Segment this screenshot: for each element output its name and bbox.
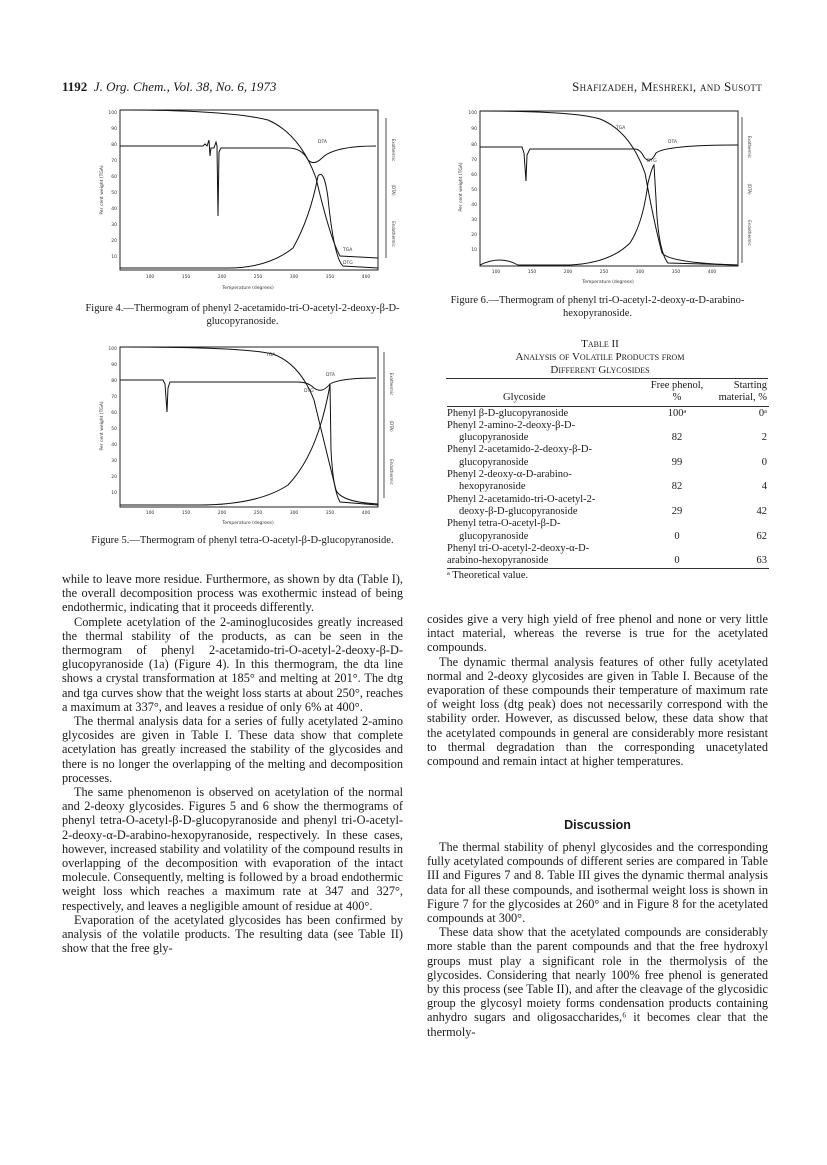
svg-text:250: 250 (599, 270, 609, 275)
paragraph: The thermal analysis data for a series of fully acetylated 2-amino glycosides are given in Table I. These data show that complete acetylation has greatly increased the stability of the glycosides and there is no longer the overlapping of the melting and decomposition processes. (62, 714, 403, 785)
dta-curve (120, 378, 376, 412)
svg-text:50: 50 (471, 188, 477, 193)
x-axis-label: Temperature (degrees) (222, 521, 274, 526)
y-tick-labels (108, 110, 117, 260)
svg-text:100: 100 (468, 111, 477, 116)
table-2-title (430, 338, 770, 377)
discussion-text (427, 840, 768, 1039)
svg-text:70: 70 (111, 395, 117, 400)
svg-text:30: 30 (471, 218, 477, 223)
figure-6-plot (440, 103, 770, 293)
paragraph: The dynamic thermal analysis features of other fully acetylated normal and 2-deoxy glycosides are given in Table I. Because of the evaporation of these compounds their temperature of maximum rate of weight loss (dtg peak) does not necessarily correspond with the stability order. However, as discussed below, these data show that the acetylated compounds in general are considerably more resistant to thermal degradation than the corresponding unacetylated compound and remain intact at higher temperatures. (427, 654, 768, 769)
svg-text:100: 100 (145, 511, 155, 516)
svg-text:250: 250 (253, 275, 263, 280)
y-tick-labels (108, 346, 117, 496)
dta-label: DTA (318, 140, 327, 145)
table-2-caption-line2: Different Glycosides (550, 364, 650, 376)
svg-text:350: 350 (671, 270, 681, 275)
right-scale (742, 117, 752, 263)
x-tick-labels (146, 274, 371, 280)
figure-4-caption: Figure 4.—Thermogram of phenyl 2-acetamido-tri-O-acetyl-2-deoxy-β-D-glucopyranoside. (85, 303, 400, 327)
figure-4-thermogram (78, 108, 408, 298)
svg-text:Exothermic: Exothermic (389, 372, 394, 396)
figure-5-caption: Figure 5.—Thermogram of phenyl tetra-O-acetyl-β-D-glucopyranoside. (91, 535, 394, 546)
dta-curve (120, 140, 376, 216)
table-row-cont: arabino-hexopyranoside 0 63 (447, 555, 767, 567)
table-row-cont: deoxy-β-D-glucopyranoside 29 42 (459, 505, 767, 517)
tga-label: TGA (343, 248, 353, 253)
svg-text:80: 80 (111, 379, 117, 384)
paragraph: Evaporation of the acetylated glycosides has been confirmed by analysis of the volatile products. The resulting data (see Table II) show that the free gly- (62, 912, 403, 956)
author-names: Shafizadeh, Meshreki, and Susott (572, 79, 762, 94)
svg-text:100: 100 (108, 347, 117, 352)
table-row: Phenyl tetra-O-acetyl-β-D- (447, 518, 561, 530)
svg-text:40: 40 (111, 207, 117, 212)
tga-label: TGA (266, 353, 276, 358)
table-row-cont: glucopyranoside 0 62 (459, 530, 767, 542)
svg-text:(DTA): (DTA) (389, 420, 394, 432)
svg-text:300: 300 (635, 270, 645, 275)
table-2-bottom-rule (447, 568, 769, 569)
dtg-curve (120, 384, 378, 505)
paragraph: while to leave more residue. Furthermore, as shown by dta (Table I), the overall decomposition process was exothermic instead of being endothermic, indicating that it proceeds differently. (62, 572, 403, 615)
svg-text:90: 90 (111, 363, 117, 368)
paragraph: cosides give a very high yield of free phenol and none or very little intact material, whereas the reverse is true for the acetylated compounds. (427, 612, 768, 655)
svg-text:40: 40 (471, 203, 477, 208)
svg-text:Endothermic: Endothermic (391, 221, 396, 247)
dta-curve (480, 145, 738, 181)
y-tick-labels (468, 110, 477, 253)
svg-text:30: 30 (111, 459, 117, 464)
right-scale (386, 118, 396, 258)
dtg-curve (480, 165, 738, 265)
table-row-cont: glucopyranoside 82 2 (459, 432, 767, 444)
svg-text:150: 150 (527, 270, 537, 275)
y-axis-label: Per cent weight (TGA) (459, 162, 464, 212)
svg-text:90: 90 (471, 127, 477, 132)
svg-text:300: 300 (289, 275, 299, 280)
table-footnote: ᵃ Theoretical value. (447, 570, 529, 582)
paragraph: Complete acetylation of the 2-aminoglucosides greatly increased the thermal stability of the products, as can be seen in the thermogram of phenyl 2-acetamido-tri-O-acetyl-2-deoxy-β-D-glucopyranoside (1a) (Figure 4). In this thermogram, the dta line shows a crystal transformation at 185° and melting at 201°. The dtg and tga curves show that the weight loss starts at about 250°, reaches a maximum at 337°, and leaves a residue of only 6% at 400°. (62, 614, 403, 714)
svg-text:100: 100 (145, 275, 155, 280)
svg-text:400: 400 (361, 275, 371, 280)
discussion-heading: Discussion (564, 818, 631, 832)
tga-curve (120, 110, 378, 258)
table-row: Phenyl 2-deoxy-α-D-arabino- (447, 469, 572, 481)
svg-text:20: 20 (111, 239, 117, 244)
table-row: Phenyl β-D-glucopyranoside 100ᵃ 0ᵃ (447, 407, 767, 419)
left-column-text (62, 572, 403, 955)
table-header-row-1: Free phenol, Starting (650, 380, 767, 391)
x-axis-label: Temperature (degrees) (582, 280, 634, 285)
table-2-header-rule (447, 406, 769, 407)
svg-text:90: 90 (111, 127, 117, 132)
svg-text:(DTA): (DTA) (391, 184, 396, 196)
svg-text:80: 80 (471, 143, 477, 148)
dtg-label: DTG (647, 159, 657, 164)
svg-text:100: 100 (491, 270, 501, 275)
svg-text:350: 350 (325, 275, 335, 280)
svg-text:50: 50 (111, 427, 117, 432)
svg-text:Exothermic: Exothermic (391, 138, 396, 162)
right-column-text (427, 612, 768, 768)
svg-text:150: 150 (181, 275, 191, 280)
paragraph: The same phenomenon is observed on acetylation of the normal and 2-deoxy glycosides. Figures 5 and 6 show the thermograms of phenyl tetra-O-acetyl-β-D-glucopyranoside and phenyl tri-O-acetyl-2-deoxy-α-D-arabino-hexopyranoside, respectively. In these cases, however, increased stability and volatility of the compound results in overlapping of the decomposition with evaporation of the intact molecule. Consequently, melting is followed by a broad endothermic weight loss which reaches a maximum rate at 347 and 327°, respectively, and leaves a negligible amount of residue at 400°. (62, 785, 403, 913)
journal-citation: 1192 J. Org. Chem., Vol. 38, No. 6, 1973 (62, 79, 277, 94)
paragraph: These data show that the acetylated compounds are considerably more stable than the parent compounds and that the free hydroxyl groups must play a significant role in the thermolysis of the glycosides. Considering that nearly 100% free phenol is generated by this process (see Table II), and after the cleavage of the glycosidic group the glycosyl moiety forms condensation products containing anhydro sugars and oligosaccharides,⁶ it becomes clear that the thermoly- (427, 925, 768, 1039)
table-2 (447, 380, 769, 583)
svg-text:(DTA): (DTA) (747, 183, 752, 195)
svg-text:60: 60 (471, 173, 477, 178)
table-2-caption-line1: Analysis of Volatile Products from (515, 351, 685, 363)
svg-text:60: 60 (111, 175, 117, 180)
right-scale (384, 352, 394, 498)
figure-5-thermogram (78, 340, 408, 530)
dta-label: DTA (668, 140, 677, 145)
x-tick-labels (492, 269, 717, 275)
dtg-label: DTG (343, 261, 353, 266)
svg-text:10: 10 (111, 491, 117, 496)
svg-text:200: 200 (217, 275, 227, 280)
svg-text:Endothermic: Endothermic (389, 459, 394, 485)
svg-text:70: 70 (471, 158, 477, 163)
tga-curve (480, 111, 738, 265)
tga-label: TGA (616, 126, 626, 131)
svg-text:60: 60 (111, 411, 117, 416)
svg-text:80: 80 (111, 143, 117, 148)
svg-text:70: 70 (111, 159, 117, 164)
table-row-cont: hexopyranoside 82 4 (459, 481, 767, 493)
svg-text:300: 300 (289, 511, 299, 516)
svg-text:50: 50 (111, 191, 117, 196)
svg-text:400: 400 (707, 270, 717, 275)
svg-text:200: 200 (217, 511, 227, 516)
table-2-top-rule (446, 378, 768, 379)
table-row: Phenyl 2-amino-2-deoxy-β-D- (447, 419, 576, 431)
svg-text:10: 10 (111, 255, 117, 260)
table-row: Phenyl tri-O-acetyl-2-deoxy-α-D- (447, 542, 590, 554)
svg-text:200: 200 (563, 270, 573, 275)
svg-text:350: 350 (325, 511, 335, 516)
y-axis-label: Per cent weight (TGA) (100, 401, 105, 451)
svg-text:30: 30 (111, 223, 117, 228)
svg-text:400: 400 (361, 511, 371, 516)
table-2-label: Table II (581, 338, 619, 350)
figure-4-plot (78, 108, 408, 298)
table-row: Phenyl 2-acetamido-tri-O-acetyl-2- (447, 493, 596, 505)
table-row: Phenyl 2-acetamido-2-deoxy-β-D- (447, 444, 593, 456)
x-tick-labels (146, 510, 371, 516)
x-axis-label: Temperature (degrees) (222, 286, 274, 291)
tga-curve (120, 347, 378, 504)
paragraph: The thermal stability of phenyl glycosides and the corresponding fully acetylated compounds of different series are compared in Table III and Figures 7 and 8. Table III gives the dynamic thermal analysis data for all these compounds, and isothermal weight loss is shown in Figure 7 for the glycosides at 260° and in Figure 8 for the acetylated compounds at 300°. (427, 840, 768, 926)
dtg-label: DTG (304, 389, 314, 394)
svg-text:Exothermic: Exothermic (747, 135, 752, 159)
y-axis-label: Per cent weight (TGA) (100, 165, 105, 215)
svg-text:20: 20 (111, 475, 117, 480)
figure-5-plot (78, 340, 408, 530)
svg-text:20: 20 (471, 233, 477, 238)
table-row-cont: glucopyranoside 99 0 (459, 456, 767, 468)
svg-text:250: 250 (253, 511, 263, 516)
table-header-row-2: Glycoside % material, % (503, 392, 767, 404)
svg-text:100: 100 (108, 111, 117, 116)
figure-6-caption: Figure 6.—Thermogram of phenyl tri-O-acetyl-2-deoxy-α-D-arabino-hexopyranoside. (450, 295, 745, 319)
running-header (62, 79, 762, 99)
svg-text:150: 150 (181, 511, 191, 516)
svg-text:Endothermic: Endothermic (747, 220, 752, 246)
svg-text:40: 40 (111, 443, 117, 448)
svg-text:10: 10 (471, 248, 477, 253)
figure-6-thermogram (440, 103, 770, 293)
dta-label: DTA (326, 373, 335, 378)
